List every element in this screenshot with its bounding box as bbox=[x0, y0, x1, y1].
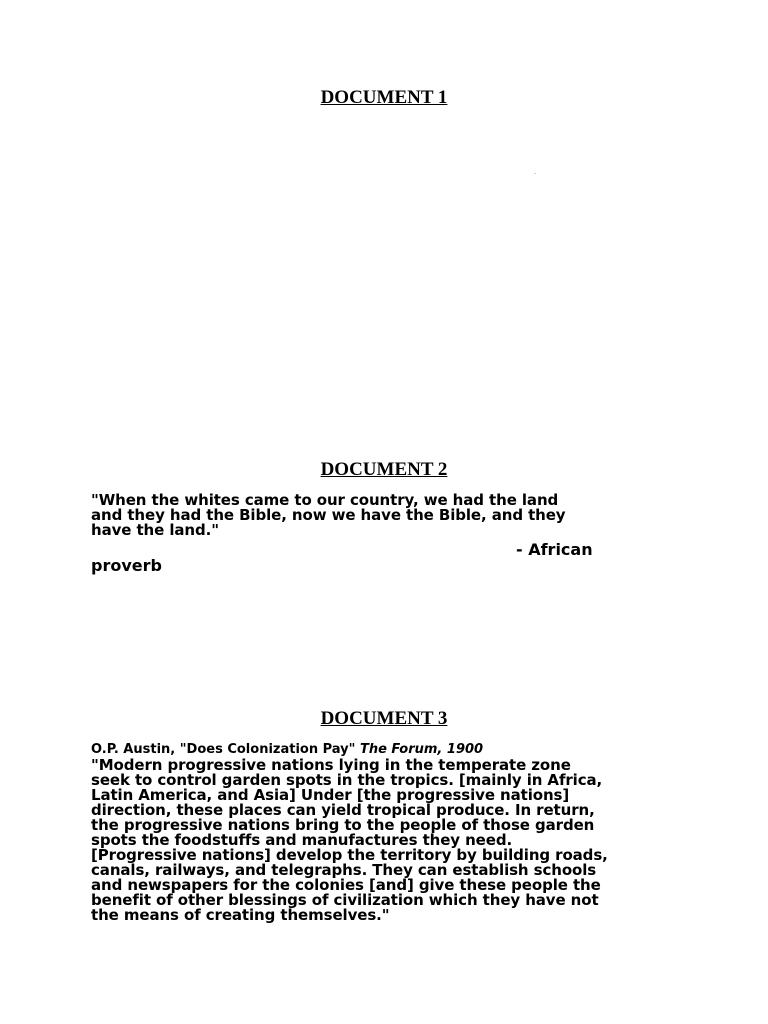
quote-line: and newspapers for the colonies [and] give these people the bbox=[91, 876, 601, 894]
quote-line: have the land." bbox=[91, 521, 219, 539]
document-2-attribution: - African bbox=[516, 540, 593, 559]
document-3-heading: DOCUMENT 3 bbox=[320, 708, 448, 729]
source-publication: The Forum, 1900 bbox=[359, 742, 484, 757]
quote-line: spots the foodstuffs and manufactures they need. bbox=[91, 831, 513, 849]
source-author: O.P. Austin, "Does Colonization Pay" bbox=[91, 742, 356, 757]
document-2-quote bbox=[91, 493, 691, 538]
quote-line: [Progressive nations] develop the territory by building roads, bbox=[91, 846, 608, 864]
document-2-attribution-continued: proverb bbox=[91, 556, 162, 575]
quote-line: the means of creating themselves." bbox=[91, 906, 390, 924]
quote-line: direction, these places can yield tropical produce. In return, bbox=[91, 801, 595, 819]
quote-line: seek to control garden spots in the tropics. [mainly in Africa, bbox=[91, 771, 603, 789]
quote-line: "Modern progressive nations lying in the temperate zone bbox=[91, 756, 571, 774]
scan-speck bbox=[534, 173, 536, 174]
document-1-heading: DOCUMENT 1 bbox=[320, 87, 448, 108]
quote-line: benefit of other blessings of civilization which they have not bbox=[91, 891, 599, 909]
quote-line: canals, railways, and telegraphs. They can establish schools bbox=[91, 861, 597, 879]
document-2-heading: DOCUMENT 2 bbox=[320, 459, 448, 480]
quote-line: Latin America, and Asia] Under [the progressive nations] bbox=[91, 786, 570, 804]
document-3-quote bbox=[91, 758, 691, 923]
quote-line: the progressive nations bring to the people of those garden bbox=[91, 816, 595, 834]
quote-line: and they had the Bible, now we have the Bible, and they bbox=[91, 506, 566, 524]
quote-line: "When the whites came to our country, we had the land bbox=[91, 491, 559, 509]
